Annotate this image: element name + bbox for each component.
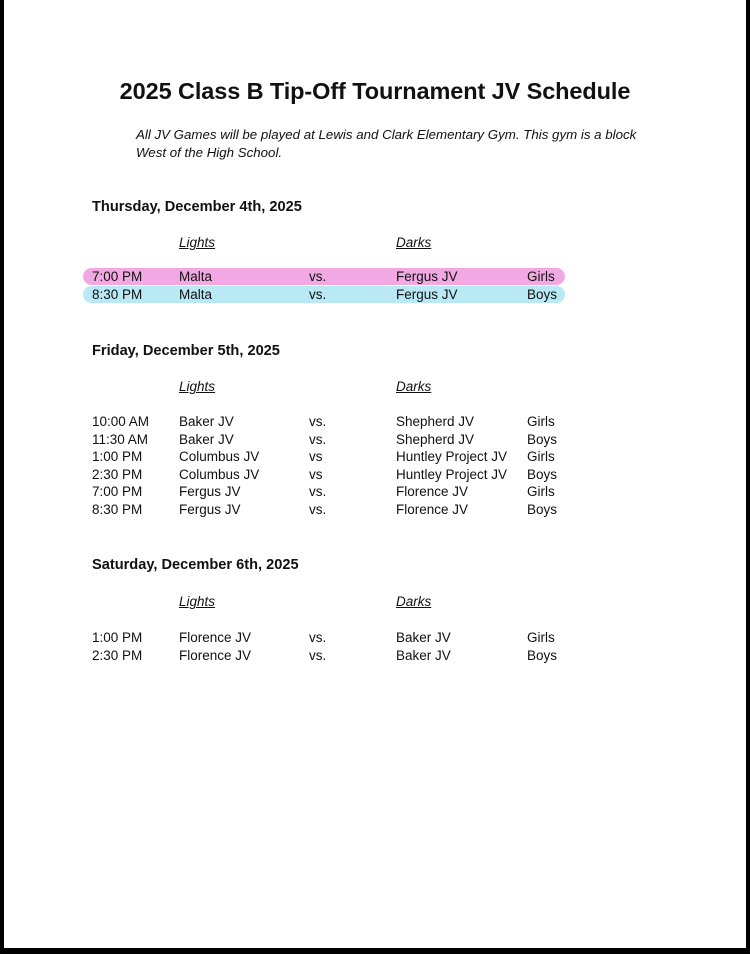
- division: Girls: [527, 629, 555, 645]
- lights-team: Columbus JV: [179, 466, 260, 482]
- game-time: 11:30 AM: [92, 431, 149, 447]
- game-time: 7:00 PM: [92, 269, 143, 284]
- game-row: [83, 501, 565, 518]
- game-row: [83, 629, 565, 646]
- darks-team: Baker JV: [396, 647, 451, 663]
- division: Boys: [527, 647, 558, 663]
- darks-team: Fergus JV: [396, 287, 458, 302]
- division: Girls: [527, 414, 555, 429]
- division: Boys: [527, 431, 558, 447]
- darks-team: Fergus JV: [396, 269, 458, 284]
- lights-header: Lights: [179, 594, 216, 609]
- game-row: [83, 448, 565, 465]
- game-row: [83, 286, 565, 303]
- darks-team: Shepherd JV: [396, 431, 475, 447]
- game-row: [83, 413, 565, 430]
- vs-label: vs.: [309, 414, 327, 429]
- vs-label: vs.: [309, 287, 327, 302]
- game-row: [83, 431, 565, 448]
- lights-team: Malta: [179, 269, 213, 284]
- venue-note: All JV Games will be played at Lewis and Clark Elementary Gym. This gym is a block West of the High School.: [136, 127, 637, 160]
- division: Boys: [527, 501, 558, 517]
- lights-team: Florence JV: [179, 647, 252, 663]
- game-row: [83, 466, 565, 483]
- vs-label: vs.: [309, 501, 327, 517]
- lights-header: Lights: [179, 379, 216, 394]
- document-page: [4, 0, 746, 948]
- game-time: 8:30 PM: [92, 287, 143, 302]
- game-row: [83, 268, 565, 285]
- darks-team: Shepherd JV: [396, 414, 475, 429]
- game-time: 2:30 PM: [92, 647, 143, 663]
- division: Girls: [527, 484, 555, 499]
- darks-header: Darks: [396, 594, 432, 609]
- game-time: 2:30 PM: [92, 466, 143, 482]
- darks-header: Darks: [396, 235, 432, 250]
- darks-team: Huntley Project JV: [396, 466, 508, 482]
- lights-team: Malta: [179, 287, 213, 302]
- lights-team: Columbus JV: [179, 449, 260, 464]
- lights-header: Lights: [179, 235, 216, 250]
- darks-team: Huntley Project JV: [396, 449, 508, 464]
- darks-header: Darks: [396, 379, 432, 394]
- darks-team: Florence JV: [396, 484, 469, 499]
- day-heading-saturday: Saturday, December 6th, 2025: [92, 557, 299, 573]
- game-time: 1:00 PM: [92, 629, 143, 645]
- vs-label: vs.: [309, 269, 327, 284]
- vs-label: vs: [309, 466, 323, 482]
- game-time: 8:30 PM: [92, 501, 143, 517]
- darks-team: Florence JV: [396, 501, 469, 517]
- vs-label: vs.: [309, 647, 327, 663]
- division: Boys: [527, 466, 558, 482]
- division: Boys: [527, 287, 558, 302]
- lights-team: Florence JV: [179, 629, 252, 645]
- game-row: [83, 483, 565, 500]
- day-heading-friday: Friday, December 5th, 2025: [92, 343, 280, 359]
- day-heading-thursday: Thursday, December 4th, 2025: [92, 199, 302, 215]
- vs-label: vs.: [309, 431, 327, 447]
- game-row: [83, 647, 565, 664]
- lights-team: Fergus JV: [179, 501, 241, 517]
- lights-team: Fergus JV: [179, 484, 241, 499]
- darks-team: Baker JV: [396, 629, 451, 645]
- vs-label: vs.: [309, 629, 327, 645]
- page-title: 2025 Class B Tip-Off Tournament JV Schedule: [119, 78, 631, 104]
- lights-team: Baker JV: [179, 414, 234, 429]
- game-time: 7:00 PM: [92, 484, 143, 499]
- game-time: 1:00 PM: [92, 449, 143, 464]
- vs-label: vs.: [309, 484, 327, 499]
- division: Girls: [527, 449, 555, 464]
- division: Girls: [527, 269, 555, 284]
- game-time: 10:00 AM: [92, 414, 150, 429]
- lights-team: Baker JV: [179, 431, 234, 447]
- vs-label: vs: [309, 449, 323, 464]
